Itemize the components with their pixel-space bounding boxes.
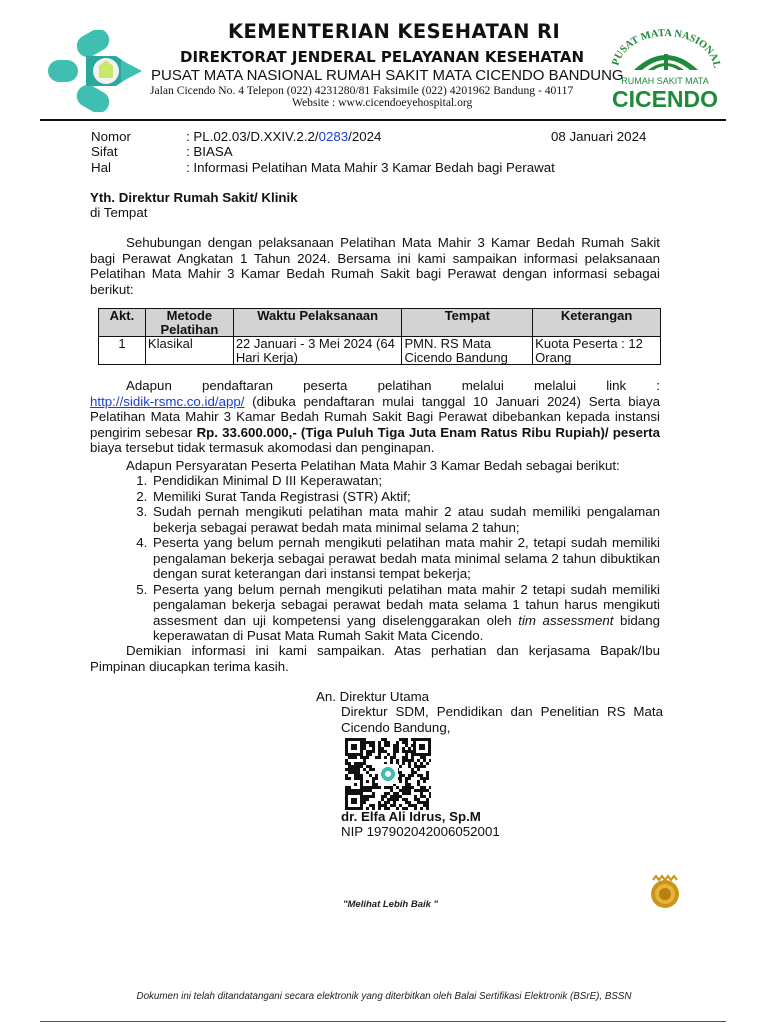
certification-seal: [645, 874, 685, 910]
signature-on-behalf: An. Direktur Utama: [316, 689, 430, 704]
closing-paragraph: Demikian informasi ini kami sampaikan. Atas perhatian dan kerjasama Bapak/Ibu Pimpinan diucapkan terima kasih.: [90, 643, 660, 674]
registration-text: (dibuka pendaftaran mulai tanggal 10 Januari 2024) Serta biaya Pelatihan Mata Mahir 3 Kamar Bedah Rumah Sakit Bagi Perawat dibebankan kepada instansi pengirim sebesar: [90, 393, 660, 440]
recipient-place: di Tempat: [90, 205, 148, 220]
letter-date: 08 Januari 2024: [551, 129, 647, 144]
cell-akt: 1: [99, 337, 146, 365]
cell-metode: Klasikal: [145, 337, 233, 365]
subject-label: Hal: [91, 160, 111, 175]
list-item: 5. Peserta yang belum pernah mengikuti pelatihan mata mahir 2 tetapi sudah memiliki pengalaman bekerja sebagai perawat bedah mata selama 1 tahun harus mengikuti assesment dan uji kompetensi yang diselenggarakan oleh tim assessment bidang keperawatan di Pusat Mata Rumah Sakit Mata Cicendo.: [151, 582, 660, 644]
recipient-to: Yth. Direktur Rumah Sakit/ Klinik: [90, 190, 298, 205]
opening-paragraph: Sehubungan dengan pelaksanaan Pelatihan Mata Mahir 3 Kamar Bedah Rumah Sakit bagi Perawat Angkatan 1 Tahun 2024. Bersama ini kami sampaikan informasi pelaksanaan Pelatihan Mata Mahir 3 Kamar Bedah Rumah Sakit bagi Perawat dengan informasi sebagai berikut:: [90, 235, 660, 297]
signatory-nip: NIP 197902042006052001: [341, 824, 500, 839]
header-akt: Akt.: [99, 309, 146, 337]
table-row: [99, 337, 661, 365]
hospital-title: PUSAT MATA NASIONAL RUMAH SAKIT MATA CICENDO BANDUNG: [151, 67, 624, 84]
nature-value: : BIASA: [186, 144, 233, 159]
number-label: Nomor: [91, 129, 131, 144]
cicendo-logo: [604, 26, 726, 114]
number-value: : PL.02.03/D.XXIV.2.2/0283/2024: [186, 129, 382, 144]
registration-intro: Adapun pendaftaran peserta pelatihan melalui melalui link :: [126, 378, 660, 393]
ministry-title: KEMENTERIAN KESEHATAN RI: [228, 20, 561, 43]
qr-code-image: [345, 738, 431, 810]
schedule-table: [98, 308, 661, 365]
hospital-address: Jalan Cicendo No. 4 Telepon (022) 4231280/81 Faksimile (022) 4201962 Bandung - 40117: [150, 84, 574, 97]
table-header-row: [99, 309, 661, 337]
header-metode: Metode Pelatihan: [145, 309, 233, 337]
header-keterangan: Keterangan: [533, 309, 661, 337]
directorate-title: DIREKTORAT JENDERAL PELAYANAN KESEHATAN: [180, 48, 584, 66]
list-item: 1. Pendidikan Minimal D III Keperawatan;: [151, 473, 660, 489]
list-item: 2. Memiliki Surat Tanda Registrasi (STR) Aktif;: [151, 489, 660, 505]
cell-waktu: 22 Januari - 3 Mei 2024 (64 Hari Kerja): [233, 337, 402, 365]
registration-link[interactable]: http://sidik-rsmc.co.id/app/: [90, 393, 245, 409]
registration-tail: biaya tersebut tidak termasuk akomodasi dan penginapan.: [90, 440, 435, 455]
footer-divider: [40, 1021, 726, 1022]
requirements-intro: Adapun Persyaratan Peserta Pelatihan Mata Mahir 3 Kamar Bedah sebagai berikut:: [126, 458, 620, 473]
header-tempat: Tempat: [402, 309, 533, 337]
motto-text: "Melihat Lebih Baik ": [343, 899, 439, 910]
cell-keterangan: Kuota Peserta : 12 Orang: [533, 337, 661, 365]
registration-fee: Rp. 33.600.000,- (Tiga Puluh Tiga Juta Enam Ratus Ribu Rupiah)/ peserta: [196, 424, 660, 440]
list-item: 3. Sudah pernah mengikuti pelatihan mata mahir 2 atau sudah memiliki pengalaman bekerja sebagai perawat bedah mata minimal selama 2 tahun;: [151, 504, 660, 535]
esign-footer-note: Dokumen ini telah ditandatangani secara elektronik yang diterbitkan oleh Balai Sertifikasi Elektronik (BSrE), BSSN: [136, 991, 632, 1002]
kemenkes-logo: [46, 30, 146, 112]
subject-value: : Informasi Pelatihan Mata Mahir 3 Kamar Bedah bagi Perawat: [186, 160, 555, 175]
hospital-website: Website : www.cicendoeyehospital.org: [292, 96, 473, 109]
cell-tempat: PMN. RS Mata Cicendo Bandung: [402, 337, 533, 365]
signature-position: Direktur SDM, Pendidikan dan Penelitian RS Mata Cicendo Bandung,: [341, 704, 663, 735]
logo-sub-text: RUMAH SAKIT MATA: [621, 76, 709, 86]
list-item: 4. Peserta yang belum pernah mengikuti pelatihan mata mahir 2, tetapi sudah memiliki pengalaman bekerja sebagai perawat bedah mata minimal selama 2 tahun dibuktikan dengan surat keterangan dari instansi tempat bekerja;: [151, 535, 660, 582]
nature-label: Sifat: [91, 144, 118, 159]
registration-paragraph: [90, 378, 660, 456]
requirements-list: [90, 473, 660, 644]
letterhead-divider: [40, 119, 726, 121]
logo-big-text: CICENDO: [611, 86, 719, 112]
header-waktu: Waktu Pelaksanaan: [233, 309, 402, 337]
logo-arc-text: PUSAT MATA NASIONAL: [610, 27, 723, 70]
signatory-name: dr. Elfa Ali Idrus, Sp.M: [341, 809, 481, 824]
